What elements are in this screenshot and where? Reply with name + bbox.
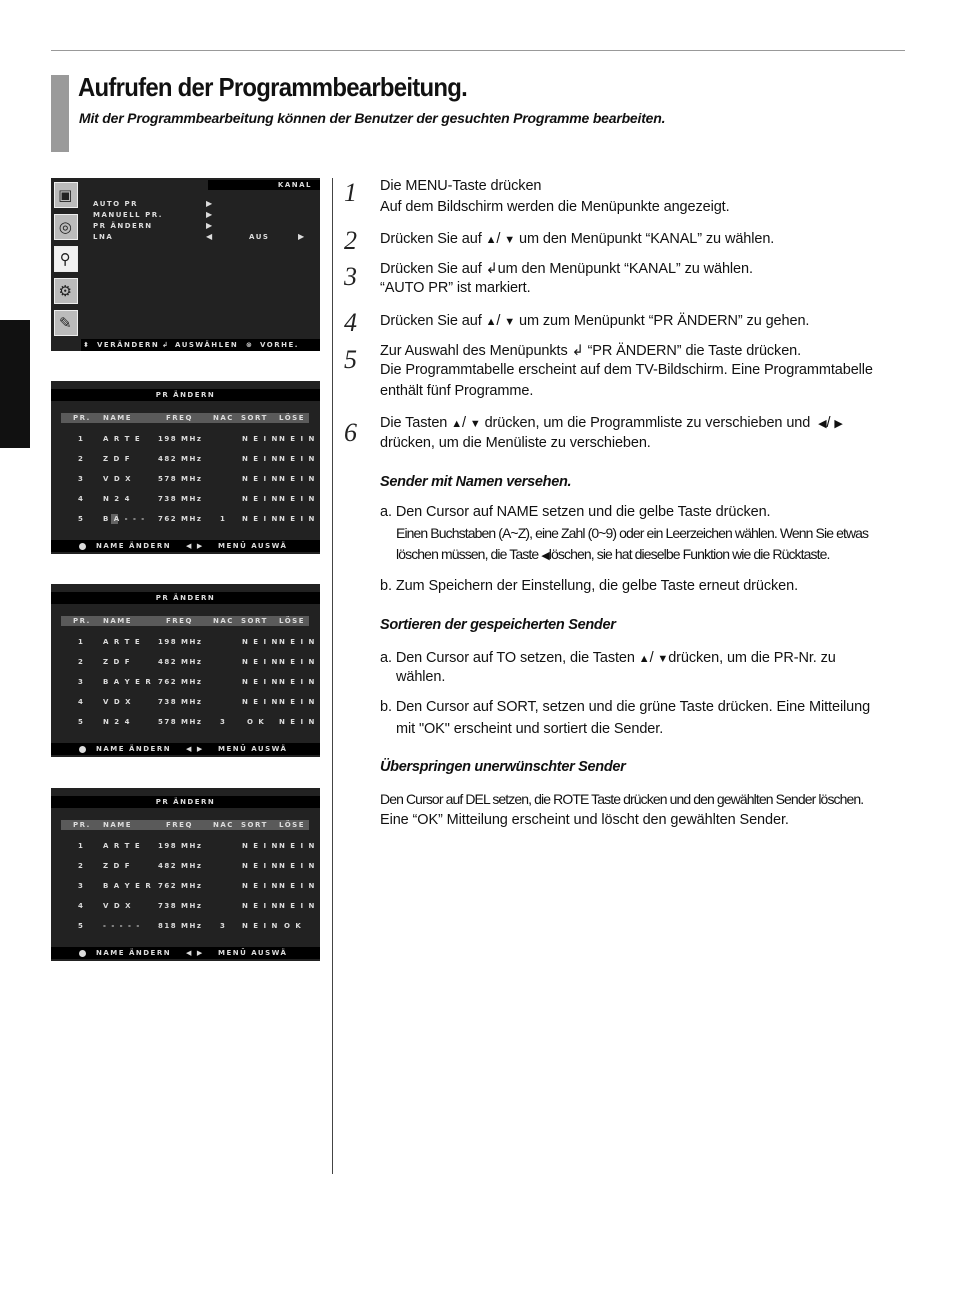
table-cell: 1 xyxy=(78,435,85,443)
pr-table-title: PR ÄNDERN xyxy=(51,796,320,808)
step-number-3: 3 xyxy=(344,262,357,291)
table-cell: 738 MHz xyxy=(158,495,203,503)
table-cell: 4 xyxy=(78,902,85,910)
table-cell: N E I N xyxy=(279,698,316,706)
table-cell: 3 xyxy=(220,922,227,930)
names-detail-text-a: löschen müssen, die Taste xyxy=(396,546,539,562)
table-cell: 2 xyxy=(78,658,85,666)
table-cell: N E I N xyxy=(242,495,279,503)
table-cell: O K xyxy=(284,922,303,930)
table-cell: 1 xyxy=(78,842,85,850)
table-cell: N E I N xyxy=(242,862,279,870)
table-cell: N E I N xyxy=(242,678,279,686)
pr-table-title: PR ÄNDERN xyxy=(51,592,320,604)
table-cell: 2 xyxy=(78,862,85,870)
col-freq: FREQ xyxy=(166,414,193,422)
table-cell: 3 xyxy=(78,678,85,686)
col-nac: NAC xyxy=(213,414,234,422)
sort-step-b: b. Den Cursor auf SORT, setzen und die grüne Taste drücken. Eine Mitteilung xyxy=(380,699,871,715)
skip-line-2: Eine “OK” Mitteilung erscheint und löscht den gewählten Sender. xyxy=(380,812,789,828)
footer-select: AUSWÄHLEN xyxy=(175,341,239,349)
color-button-icon xyxy=(79,947,86,959)
table-cell: N E I N xyxy=(279,495,316,503)
table-cell: N E I N xyxy=(279,842,316,850)
table-cell: N E I N xyxy=(242,475,279,483)
table-cell: 5 xyxy=(78,922,85,930)
setup-icon: ⚙ xyxy=(54,278,78,304)
table-cell: Z D F xyxy=(103,658,132,666)
menu-footer xyxy=(81,339,320,351)
menu-item-pr-aendern: PR ÄNDERN xyxy=(93,222,153,230)
down-arrow-icon: ▼ xyxy=(469,418,481,430)
step-4-line: Drücken Sie auf ▲/ ▼ um zum Menüpunkt “PR ÄNDERN” zu gehen. xyxy=(380,313,810,329)
step-3-line-2: “AUTO PR” ist markiert. xyxy=(380,280,531,296)
table-cell: N E I N xyxy=(279,638,316,646)
up-arrow-icon: ▲ xyxy=(485,234,497,246)
left-arrow-icon: ◀ xyxy=(541,550,549,562)
table-cell: 578 MHz xyxy=(158,718,203,726)
step-1-line-1: Die MENU-Taste drücken xyxy=(380,178,542,194)
right-arrow-icon: ▶ xyxy=(206,210,214,219)
col-name: NAME xyxy=(103,617,133,625)
pr-table-footer xyxy=(51,540,320,552)
sort-text-a: a. Den Cursor auf TO setzen, die Tasten xyxy=(380,650,635,666)
right-arrow-icon: ▶ xyxy=(834,418,843,430)
table-cell: N E I N xyxy=(242,698,279,706)
down-arrow-icon: ▼ xyxy=(504,316,516,328)
sort-step-a: a. Den Cursor auf TO setzen, die Tasten ▲/ ▼drücken, um die PR-Nr. zu xyxy=(380,650,836,666)
table-cell: N E I N xyxy=(279,455,316,463)
pr-table-footer xyxy=(51,947,320,959)
step-5-line xyxy=(380,341,801,361)
left-right-icon: ◀ ▶ xyxy=(186,949,204,957)
table-cell: 4 xyxy=(78,698,85,706)
kanal-menu-screen xyxy=(51,178,320,351)
table-cell: N E I N xyxy=(242,658,279,666)
table-cell: N E I N xyxy=(279,862,316,870)
step-5-text-a: Zur Auswahl des Menüpunkts xyxy=(380,343,568,359)
antenna-icon: ⚲ xyxy=(54,246,78,272)
top-rule xyxy=(51,50,905,51)
picture-icon: ▣ xyxy=(54,182,78,208)
table-cell: N 2 4 xyxy=(103,718,131,726)
table-cell: 1 xyxy=(220,515,227,523)
step-4-text-a: Drücken Sie auf xyxy=(380,313,482,329)
down-arrow-icon: ▼ xyxy=(657,653,669,665)
table-cell: A R T E xyxy=(103,638,142,646)
step-number-6: 6 xyxy=(344,418,357,447)
table-cell: N E I N xyxy=(279,678,316,686)
step-5-line-3: enthält fünf Programme. xyxy=(380,383,534,399)
table-cell: 738 MHz xyxy=(158,698,203,706)
menu-item-auto-pr: AUTO PR xyxy=(93,200,139,208)
up-down-icon: ⬍ xyxy=(83,341,91,349)
table-cell: N E I N xyxy=(242,882,279,890)
table-cell: 482 MHz xyxy=(158,658,203,666)
table-cell: 1 xyxy=(78,638,85,646)
step-6-text-b: drücken, um die Programmliste zu verschieben und xyxy=(484,415,811,431)
col-nac: NAC xyxy=(213,821,234,829)
table-cell: 198 MHz xyxy=(158,638,203,646)
step-number-2: 2 xyxy=(344,226,357,255)
sort-step-a-line-2: wählen. xyxy=(396,669,446,685)
col-freq: FREQ xyxy=(166,821,193,829)
step-2-line: Drücken Sie auf ▲/ ▼ um den Menüpunkt “KANAL” zu wählen. xyxy=(380,231,775,247)
skip-line-1: Den Cursor auf DEL setzen, die ROTE Taste drücken und den gewählten Sender löschen. xyxy=(380,791,864,807)
footer-menu: MENÜ AUSWÄ xyxy=(218,745,288,753)
table-cell: 482 MHz xyxy=(158,862,203,870)
step-2-text-a: Drücken Sie auf xyxy=(380,231,482,247)
section-title-sort: Sortieren der gespeicherten Sender xyxy=(380,617,616,633)
left-right-icon: ◀ ▶ xyxy=(186,745,204,753)
col-sort: SORT xyxy=(241,821,268,829)
table-cell: N E I N xyxy=(279,658,316,666)
table-cell: N E I N xyxy=(242,515,279,523)
col-pr: PR. xyxy=(73,821,91,829)
menu-title: KANAL xyxy=(208,180,320,190)
col-pr: PR. xyxy=(73,617,91,625)
step-number-1: 1 xyxy=(344,178,357,207)
table-cell: N E I N xyxy=(279,515,316,523)
table-cell: 3 xyxy=(78,475,85,483)
section-tab xyxy=(0,320,30,448)
footer-name-change: NAME ÄNDERN xyxy=(96,542,172,550)
footer-name-change: NAME ÄNDERN xyxy=(96,745,172,753)
table-cell: N E I N xyxy=(242,435,279,443)
enter-icon: ↲ xyxy=(571,343,584,359)
col-nac: NAC xyxy=(213,617,234,625)
step-3-line xyxy=(380,259,753,279)
table-cell: 4 xyxy=(78,495,85,503)
section-title-names: Sender mit Namen versehen. xyxy=(380,474,572,490)
col-sort: SORT xyxy=(241,617,268,625)
step-2-text-b: um den Menüpunkt “KANAL” zu wählen. xyxy=(519,231,775,247)
table-cell: 198 MHz xyxy=(158,435,203,443)
table-cell: V D X xyxy=(103,475,132,483)
footer-change: VERÄNDERN xyxy=(97,341,160,349)
table-cell: - - - - - xyxy=(103,922,141,930)
pr-table-screen-1 xyxy=(51,381,320,554)
table-cell: O K xyxy=(247,718,266,726)
table-cell-cursor: B A - - - xyxy=(103,515,146,523)
table-cell: 762 MHz xyxy=(158,515,203,523)
table-cell: N E I N xyxy=(242,842,279,850)
footer-name-change: NAME ÄNDERN xyxy=(96,949,172,957)
col-loese: LÖSE xyxy=(279,821,305,829)
pr-table-screen-3 xyxy=(51,788,320,961)
step-number-5: 5 xyxy=(344,345,357,374)
footer-menu: MENÜ AUSWÄ xyxy=(218,949,288,957)
page-title: Aufrufen der Programmbearbeitung. xyxy=(78,72,468,102)
footer-prev: VORHE. xyxy=(260,341,299,349)
menu-icon-column xyxy=(51,178,81,351)
table-cell: N E I N xyxy=(279,902,316,910)
enter-icon: ↲ xyxy=(162,341,170,349)
name-cursor xyxy=(111,514,118,524)
col-loese: LÖSE xyxy=(279,414,305,422)
table-cell: B A Y E R xyxy=(103,678,153,686)
lna-value: AUS xyxy=(249,233,270,241)
table-cell: V D X xyxy=(103,698,132,706)
table-cell: A R T E xyxy=(103,435,142,443)
color-button-icon xyxy=(79,743,86,755)
menu-item-lna: LNA xyxy=(93,233,114,241)
down-arrow-icon: ▼ xyxy=(504,234,516,246)
table-cell: 198 MHz xyxy=(158,842,203,850)
sort-step-b-line-2: mit "OK" erscheint und sortiert die Sender. xyxy=(396,721,664,737)
step-6-text-a: Die Tasten xyxy=(380,415,448,431)
col-name: NAME xyxy=(103,821,133,829)
table-cell: N E I N xyxy=(279,718,316,726)
names-detail-text-b: löschen, sie hat dieselbe Funktion wie die Rücktaste. xyxy=(548,546,830,562)
table-cell: 818 MHz xyxy=(158,922,203,930)
table-cell: 738 MHz xyxy=(158,902,203,910)
table-cell: 5 xyxy=(78,718,85,726)
left-arrow-icon: ◀ xyxy=(206,232,214,241)
table-cell: N E I N xyxy=(279,475,316,483)
table-cell: Z D F xyxy=(103,862,132,870)
step-1-line-2: Auf dem Bildschirm werden die Menüpunkte angezeigt. xyxy=(380,199,730,215)
up-arrow-icon: ▲ xyxy=(485,316,497,328)
exit-icon: ⊗ xyxy=(246,341,254,349)
names-step-a: a. Den Cursor auf NAME setzen und die gelbe Taste drücken. xyxy=(380,504,771,520)
col-pr: PR. xyxy=(73,414,91,422)
table-cell: B A Y E R xyxy=(103,882,153,890)
table-cell: 3 xyxy=(78,882,85,890)
col-freq: FREQ xyxy=(166,617,193,625)
sound-icon: ◎ xyxy=(54,214,78,240)
step-4-text-b: um zum Menüpunkt “PR ÄNDERN” zu gehen. xyxy=(519,313,810,329)
right-arrow-icon: ▶ xyxy=(206,199,214,208)
up-arrow-icon: ▲ xyxy=(451,418,462,430)
pr-table-footer xyxy=(51,743,320,755)
table-cell: N E I N xyxy=(242,922,279,930)
enter-icon: ↲ xyxy=(485,261,498,277)
right-arrow-icon: ▶ xyxy=(298,232,306,241)
col-loese: LÖSE xyxy=(279,617,305,625)
step-6-line: Die Tasten ▲/ ▼ drücken, um die Programmliste zu verschieben und ◀/ ▶ xyxy=(380,415,843,431)
footer-menu: MENÜ AUSWÄ xyxy=(218,542,288,550)
table-cell: N E I N xyxy=(279,882,316,890)
table-cell: 2 xyxy=(78,455,85,463)
table-cell: 482 MHz xyxy=(158,455,203,463)
pr-table-screen-2 xyxy=(51,584,320,757)
names-step-a-detail-1: Einen Buchstaben (A~Z), eine Zahl (0~9) oder ein Leerzeichen wählen. Wenn Sie etwas xyxy=(396,525,869,541)
step-6-line-2: drücken, um die Menüliste zu verschieben. xyxy=(380,435,651,451)
step-3-text-a: Drücken Sie auf xyxy=(380,261,482,277)
step-number-4: 4 xyxy=(344,308,357,337)
pr-table-title: PR ÄNDERN xyxy=(51,389,320,401)
section-title-skip: Überspringen unerwünschter Sender xyxy=(380,759,626,775)
table-cell: N E I N xyxy=(242,455,279,463)
up-arrow-icon: ▲ xyxy=(638,653,650,665)
page-subtitle: Mit der Programmbearbeitung können der Benutzer der gesuchten Programme bearbeiten. xyxy=(79,110,666,126)
table-cell: A R T E xyxy=(103,842,142,850)
table-cell: N 2 4 xyxy=(103,495,131,503)
left-right-icon: ◀ ▶ xyxy=(186,542,204,550)
col-sort: SORT xyxy=(241,414,268,422)
table-cell: 762 MHz xyxy=(158,882,203,890)
step-3-text-b: um den Menüpunkt “KANAL” zu wählen. xyxy=(497,261,753,277)
table-cell: N E I N xyxy=(242,902,279,910)
table-cell: 762 MHz xyxy=(158,678,203,686)
left-arrow-icon: ◀ xyxy=(818,418,827,430)
right-arrow-icon: ▶ xyxy=(206,221,214,230)
table-cell: 3 xyxy=(220,718,227,726)
step-5-text-b: “PR ÄNDERN” die Taste drücken. xyxy=(587,343,802,359)
table-cell: V D X xyxy=(103,902,132,910)
table-cell: N E I N xyxy=(242,638,279,646)
sort-text-b: drücken, um die PR-Nr. zu xyxy=(668,650,836,666)
column-divider xyxy=(332,178,333,1174)
names-step-a-detail-2 xyxy=(396,544,830,566)
table-cell: 5 xyxy=(78,515,85,523)
function-icon: ✎ xyxy=(54,310,78,336)
menu-item-manuell-pr: MANUELL PR. xyxy=(93,211,163,219)
color-button-icon xyxy=(79,540,86,552)
table-cell: N E I N xyxy=(279,435,316,443)
step-5-line-2: Die Programmtabelle erscheint auf dem TV-Bildschirm. Eine Programmtabelle xyxy=(380,362,873,378)
title-accent-bar xyxy=(51,75,69,152)
table-cell: 578 MHz xyxy=(158,475,203,483)
names-step-b: b. Zum Speichern der Einstellung, die gelbe Taste erneut drücken. xyxy=(380,578,799,594)
table-cell: Z D F xyxy=(103,455,132,463)
col-name: NAME xyxy=(103,414,133,422)
